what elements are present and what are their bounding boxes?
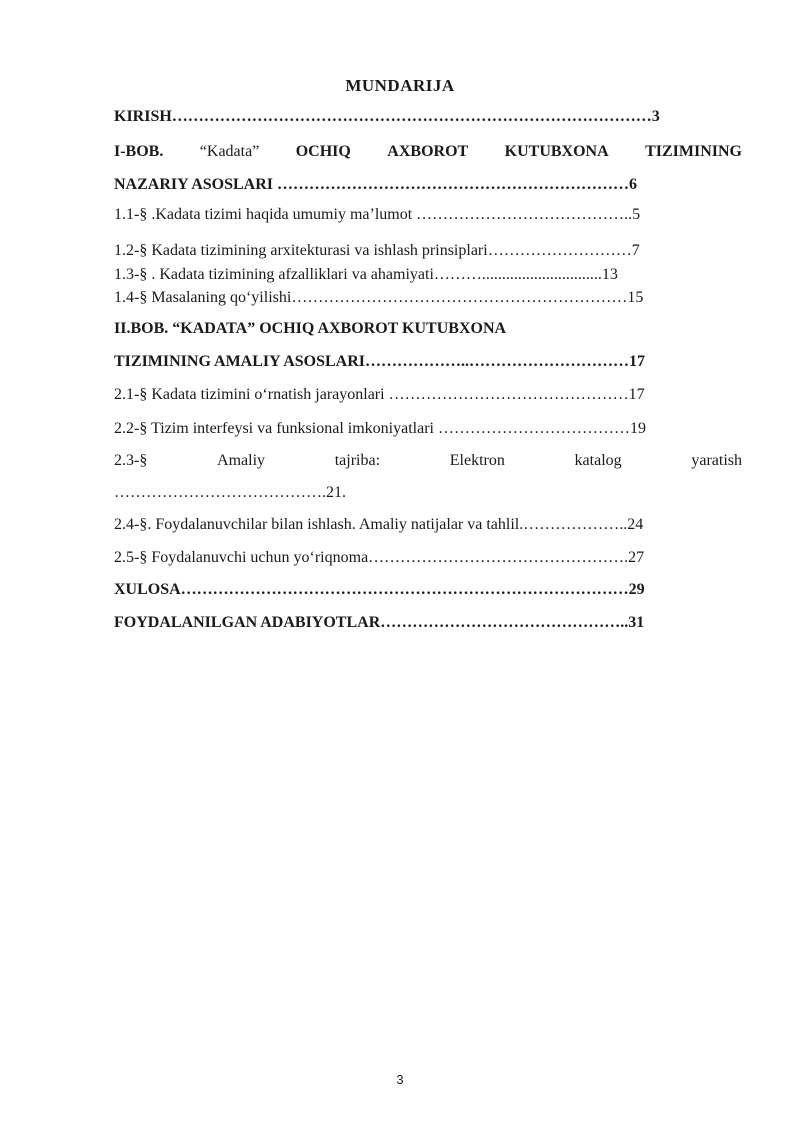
- toc-entry-adabiyotlar: FOYDALANILGAN ADABIYOTLAR………………………………………..31: [114, 614, 645, 631]
- toc-entry-2-5: 2.5-§ Foydalanuvchi uchun yo‘riqnoma………………………………………….27: [114, 549, 645, 566]
- toc-entry-1-2: 1.2-§ Kadata tizimining arxitekturasi va ishlash prinsiplari………………………7: [114, 242, 640, 259]
- toc-entry-1-3: 1.3-§ . Kadata tizimining afzalliklari va ahamiyati………..............................13: [114, 266, 618, 283]
- toc-entry-chapter1-line1: [114, 143, 742, 161]
- toc-entry-1-4: 1.4-§ Masalaning qo‘yilishi………………………………………………………15: [114, 289, 644, 306]
- page-title: MUNDARIJA: [345, 76, 455, 95]
- toc-word: AXBOROT: [387, 143, 469, 160]
- toc-word: yaratish: [691, 452, 742, 469]
- toc-entry-2-4: 2.4-§. Foydalanuvchilar bilan ishlash. Amaliy natijalar va tahlil.………………..24: [114, 516, 644, 533]
- toc-word: TIZIMINING: [645, 143, 742, 160]
- toc-word: tajriba:: [334, 452, 381, 469]
- toc-word: 2.3-§: [114, 452, 148, 469]
- toc-entry-chapter2-line2: TIZIMINING AMALIY ASOSLARI………………..…………………………17: [114, 353, 646, 370]
- toc-word: Elektron: [449, 452, 505, 469]
- toc-entry-1-1: 1.1-§ .Kadata tizimi haqida umumiy ma’lumot …………………………………..5: [114, 206, 641, 223]
- toc-word: OCHIQ: [295, 143, 351, 160]
- toc-word: katalog: [574, 452, 622, 469]
- toc-word: Amaliy: [217, 452, 266, 469]
- toc-entry-chapter2-line1: II.BOB. “KADATA” OCHIQ AXBOROT KUTUBXONA: [114, 320, 507, 337]
- toc-word: “Kadata”: [199, 143, 260, 160]
- toc-word: I-BOB.: [114, 143, 164, 160]
- toc-entry-2-1: 2.1-§ Kadata tizimini o‘rnatish jarayonlari ………………………………………17: [114, 386, 645, 403]
- toc-entry-kirish: KIRISH………………………………………………………………………………3: [114, 108, 660, 125]
- toc-entry-2-2: 2.2-§ Tizim interfeysi va funksional imkoniyatlari ………………………………19: [114, 420, 646, 437]
- toc-entry-xulosa: XULOSA…………………………………………………………………………29: [114, 581, 645, 598]
- page-number: 3: [396, 1072, 404, 1087]
- toc-entry-2-3-line1: [114, 452, 742, 470]
- toc-entry-2-3-line2: ………………………………….21.: [114, 484, 346, 501]
- toc-entry-chapter1-line2: NAZARIY ASOSLARI …………………………………………………………6: [114, 176, 637, 193]
- toc-word: KUTUBXONA: [504, 143, 609, 160]
